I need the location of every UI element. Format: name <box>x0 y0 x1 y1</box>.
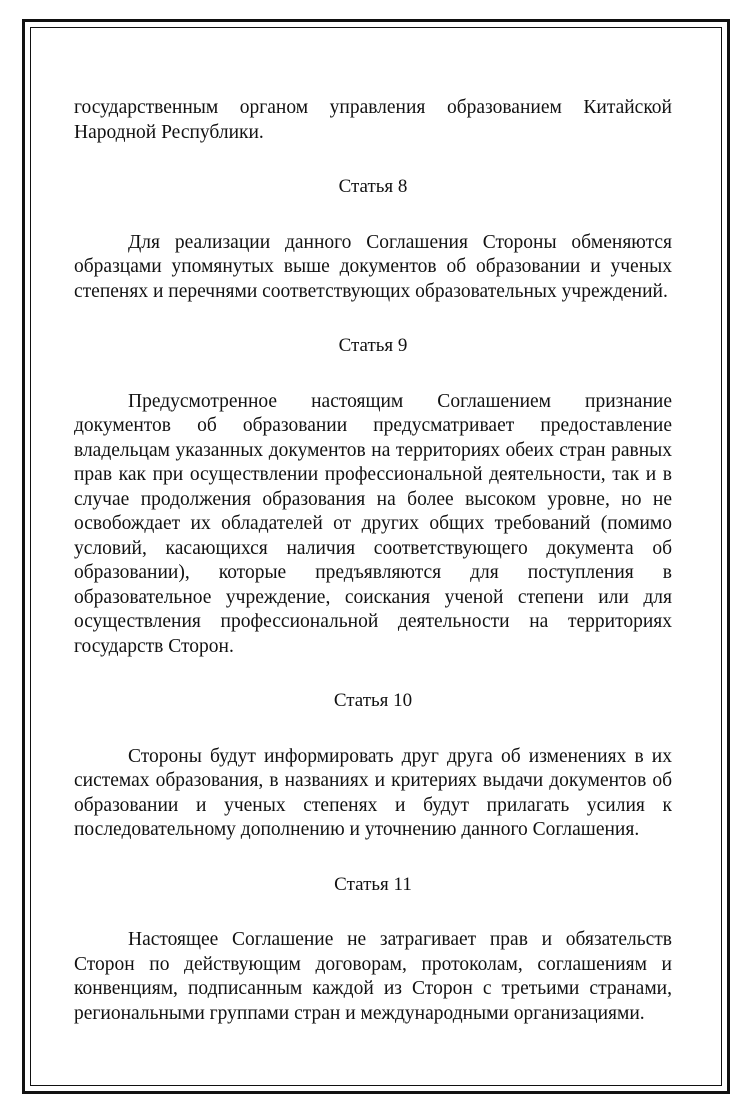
document-body <box>74 96 672 1026</box>
article-10-heading: Статья 10 <box>333 690 413 711</box>
article-11-heading: Статья 11 <box>334 873 412 895</box>
article-8-text: Для реализации данного Соглашения Стороны обменяются образцами упомянутых выше документов об образовании и ученых степенях и перечнями соответствующих образовательных учреждений. <box>74 231 672 302</box>
article-10-text: Стороны будут информировать друг друга об изменениях в их системах образования, в названиях и критериях выдачи документов об образовании и ученых степенях и будут прилагать усилия к последовательному дополнению и уточнению данного Соглашения. <box>74 745 672 840</box>
article-11-text: Настоящее Соглашение не затрагивает прав и обязательств Сторон по действующим договорам, протоколам, соглашениям и конвенциям, подписанным каждой из Сторон с третьими странами, региональными группами стран и международными организациями. <box>74 929 672 1024</box>
article-9-heading: Статья 9 <box>338 335 408 356</box>
intro-paragraph: государственным органом управления образованием Китайской Народной Республики. <box>74 97 672 143</box>
article-9-text: Предусмотренное настоящим Соглашением признание документов об образовании предусматривает предоставление владельцам указанных документов на территориях обеих стран равных прав как при осуществлении профессиональной деятельности, так и в случае продолжения образования на более высоком уровне, но не освобождает их обладателей от других общих требований (помимо условий, касающихся наличия соответствующего документа об образовании), которые предъявляются для поступления в образовательное учреждение, соискания ученой степени или для осуществления профессиональной деятельности на территориях государств Сторон. <box>74 390 672 657</box>
article-8-heading: Статья 8 <box>338 176 408 197</box>
